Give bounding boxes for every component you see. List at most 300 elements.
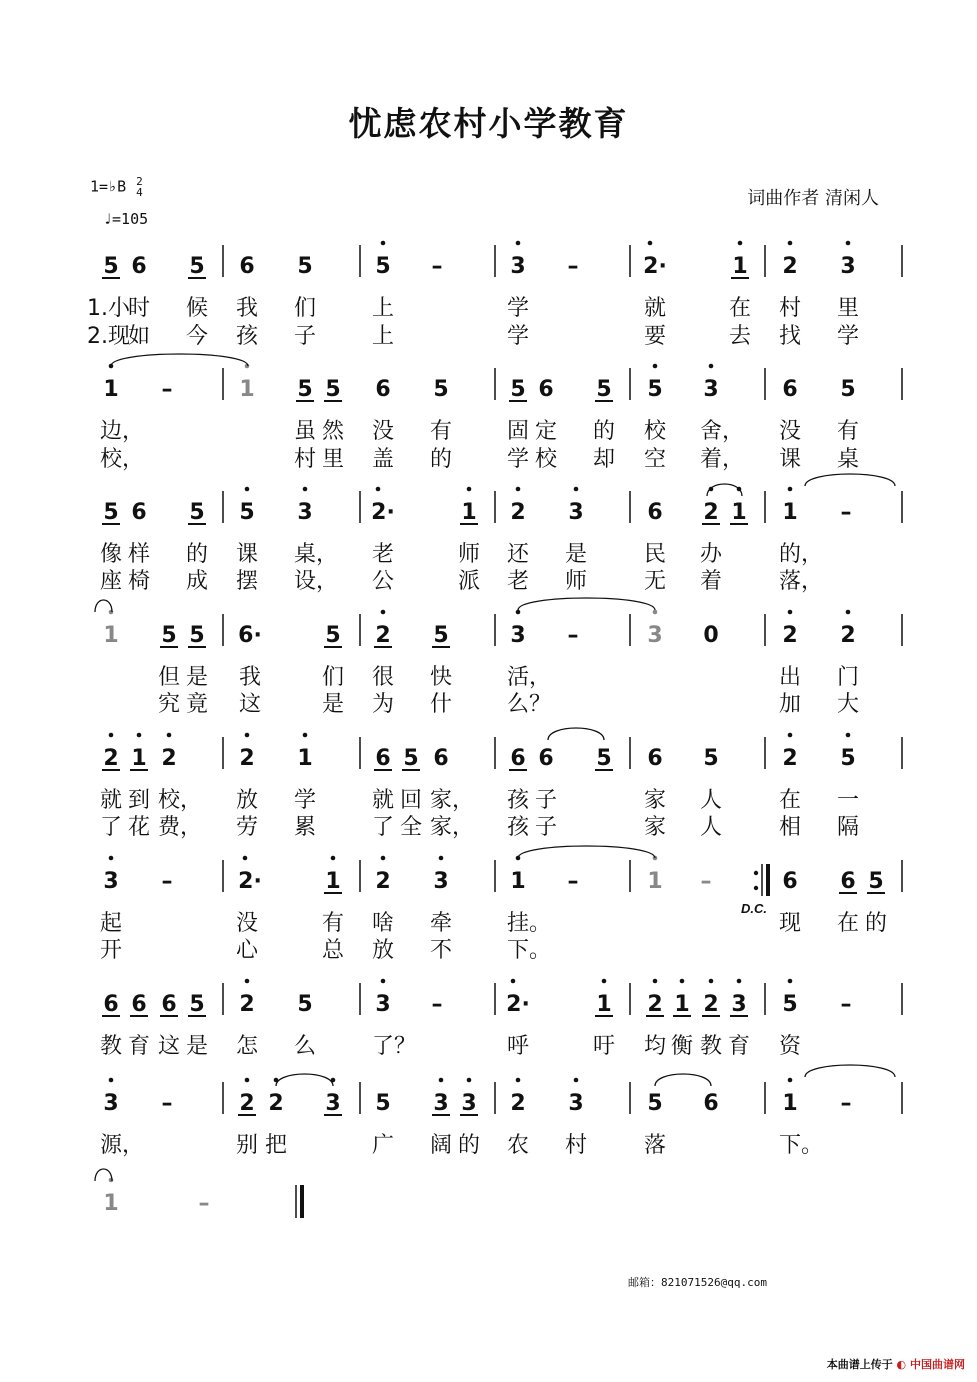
lyric-syllable: 就 [372,788,395,813]
note: 6 [647,746,663,771]
time-denominator: 4 [136,186,143,199]
lyric-syllable: 的， [779,542,824,567]
note: 3 [568,500,584,525]
lyric-syllable: 落， [779,569,824,594]
note: 5 [433,377,449,402]
note: 3 [510,623,526,648]
lyric-syllable: 广 [372,1133,395,1158]
lyric-syllable: 公 [372,569,395,594]
octave-dot [602,979,607,984]
tie-slur [518,846,655,858]
octave-dot [709,364,714,369]
note: 3 [647,623,663,648]
lyric-syllable: 空 [644,447,667,472]
lyric-syllable: 花 [128,815,151,840]
lyric-syllable: 门 [837,665,860,690]
lyric-syllable: 子 [535,788,558,813]
lyric-syllable: 要 [644,324,667,349]
lyric-syllable: 成 [186,569,209,594]
lyric-syllable: 有 [322,911,345,936]
lyric-syllable: 虽 [294,419,317,444]
note: – [840,992,852,1017]
note: 1 [325,869,341,894]
note: – [567,254,579,279]
lyric-syllable: 学 [507,324,530,349]
note: 1 [461,500,477,525]
lyric-syllable: 么 [294,1034,317,1059]
key-text: 1=♭B [90,177,127,196]
octave-dot [381,610,386,615]
octave-dot [137,733,142,738]
note: 5 [161,623,177,648]
octave-dot [574,487,579,492]
octave-dot [516,610,521,615]
lyric-syllable: 了 [100,815,123,840]
lyric-syllable: 我 [239,665,262,690]
note: 1 [731,500,747,525]
lyric-syllable: 老 [507,569,530,594]
octave-dot [381,241,386,246]
octave-dot [303,487,308,492]
note: – [700,869,712,894]
lyric-syllable: 出 [779,665,802,690]
lyric-syllable: 回 [400,788,423,813]
octave-dot [245,979,250,984]
note: 5 [647,377,663,402]
octave-dot [737,979,742,984]
lyric-syllable: 心 [236,938,259,963]
lyric-syllable: 师 [458,542,481,567]
note: 2 [268,1091,284,1116]
lyric-syllable: 上 [372,324,395,349]
lyric-syllable: 人 [700,815,723,840]
note: 3 [103,1091,119,1116]
lyric-syllable: 孩 [236,324,259,349]
note: 1 [647,869,663,894]
lyric-syllable: 的 [458,1133,481,1158]
note: 6 [433,746,449,771]
lyric-syllable: 家， [430,788,475,813]
lyric-syllable: 究 [158,692,181,717]
lyric-syllable: 吁 [593,1034,616,1059]
lyric-syllable: 子 [535,815,558,840]
lyric-syllable: 里 [837,296,860,321]
octave-dot [167,733,172,738]
lyric-syllable: 边， [100,419,145,444]
note: 6 [647,500,663,525]
octave-dot [245,1078,250,1083]
author-credit: 词曲作者 清闲人 [747,188,879,209]
note: 5 [325,377,341,402]
lyric-syllable: 没 [779,419,802,444]
lyric-syllable: 阔 [430,1133,453,1158]
octave-dot [709,979,714,984]
lyric-syllable: 了？ [372,1034,417,1059]
note: 3 [297,500,313,525]
note: 5 [433,623,449,648]
lyric-syllable: 有 [430,419,453,444]
lyric-syllable: 是 [565,542,588,567]
note: 5 [596,746,612,771]
lyric-syllable: 就 [644,296,667,321]
lyric-syllable: 大 [837,692,860,717]
lyric-syllable: 座 [100,569,123,594]
lyric-syllable: 么？ [507,692,552,717]
lyric-syllable: 相 [779,815,802,840]
note: 6 [131,992,147,1017]
octave-dot [303,733,308,738]
octave-dot [738,241,743,246]
lyric-syllable: 里 [322,447,345,472]
lyric-syllable: 学 [507,296,530,321]
octave-dot [381,856,386,861]
lyric-syllable: 找 [779,324,802,349]
note: – [161,1091,173,1116]
lyric-syllable: 源， [100,1133,145,1158]
lyric-syllable: 累 [294,815,317,840]
note: – [567,623,579,648]
lyric-syllable: 村 [779,296,802,321]
note: 5 [103,254,119,279]
note: 1 [103,1191,119,1216]
note: 2 [703,992,719,1017]
note: 1 [674,992,690,1017]
note: 6 [538,377,554,402]
note: 3 [461,1091,477,1116]
note: 2· [238,869,262,894]
lyric-syllable: 着， [700,447,745,472]
note: – [840,500,852,525]
note: 5 [375,1091,391,1116]
octave-dot [788,610,793,615]
lyric-syllable: 隔 [837,815,860,840]
lyric-syllable: 这 [158,1034,181,1059]
lyric-syllable: 样 [128,542,151,567]
lyric-syllable: 家， [430,815,475,840]
tie-slur [95,600,112,612]
lyric-syllable: 这 [239,692,262,717]
lyric-syllable: 起 [100,911,123,936]
lyric-syllable: 学 [837,324,860,349]
octave-dot [788,733,793,738]
note: 5 [189,500,205,525]
lyric-syllable: 2.现 [87,324,130,349]
lyric-syllable: 上 [372,296,395,321]
octave-dot [331,856,336,861]
tie-slur [548,728,604,740]
lyric-syllable: 教 [700,1034,723,1059]
octave-dot [376,487,381,492]
note: 5 [297,254,313,279]
note: 3 [433,1091,449,1116]
note: 2 [510,500,526,525]
note: 2· [643,254,667,279]
note: 1 [131,746,147,771]
note: 5 [103,500,119,525]
octave-dot [516,487,521,492]
lyric-syllable: 村 [565,1133,588,1158]
tie-slur [805,474,895,486]
lyric-syllable: 落 [644,1133,667,1158]
note: 6· [238,623,262,648]
repeat-sign [754,864,768,896]
lyric-syllable: 却 [593,447,616,472]
note: 2 [161,746,177,771]
octave-dot [245,733,250,738]
tie-slur [276,1074,333,1086]
note: 5 [239,500,255,525]
note: 6 [538,746,554,771]
note: 2 [239,992,255,1017]
lyric-syllable: 没 [236,911,259,936]
octave-dot [439,1078,444,1083]
note: 6 [131,254,147,279]
lyric-syllable: 竟 [186,692,209,717]
note: 5 [189,254,205,279]
octave-dot [439,856,444,861]
note: 6 [161,992,177,1017]
octave-dot [788,1078,793,1083]
note: – [431,992,443,1017]
note: 5 [189,623,205,648]
octave-dot [243,856,248,861]
upload-prefix: 本曲谱上传于 [826,1358,893,1371]
lyric-syllable: 放 [236,788,259,813]
lyric-syllable: 师 [565,569,588,594]
note: 5 [868,869,884,894]
lyric-syllable: 什 [430,692,453,717]
lyric-syllable: 为 [372,692,395,717]
lyric-syllable: 校 [644,419,667,444]
tie-slur [655,1074,711,1086]
lyric-syllable: 孩 [507,788,530,813]
note: – [198,1191,210,1216]
note: 6 [782,869,798,894]
octave-dot [516,1078,521,1083]
note: 1 [239,377,255,402]
note: 3 [433,869,449,894]
time-numerator: 2 [136,175,143,188]
lyric-syllable: 盖 [372,447,395,472]
octave-dot [846,241,851,246]
note: 5 [840,377,856,402]
lyric-syllable: 学 [294,788,317,813]
lyric-syllable: 学 [507,447,530,472]
lyric-syllable: 桌 [837,447,860,472]
lyric-syllable: 育 [128,1034,151,1059]
lyric-syllable: 的 [593,419,616,444]
octave-dot [653,979,658,984]
lyric-syllable: 是 [186,1034,209,1059]
note: 3 [731,992,747,1017]
song-title: 忧虑农村小学教育 [348,104,629,143]
lyric-syllable: 舍， [700,419,745,444]
lyric-syllable: 孩 [507,815,530,840]
note: 2 [840,623,856,648]
octave-dot [680,979,685,984]
note: 5 [375,254,391,279]
lyric-syllable: 的 [430,447,453,472]
lyric-syllable: 全 [400,815,423,840]
lyric-syllable: 椅 [128,569,151,594]
octave-dot [467,487,472,492]
lyric-syllable: 办 [700,542,723,567]
note: 1 [103,623,119,648]
note: 3 [568,1091,584,1116]
lyric-syllable: 们 [322,665,345,690]
note: 5 [189,992,205,1017]
lyric-syllable: 校， [100,447,145,472]
lyric-syllable: 在 [779,788,802,813]
lyric-syllable: 就 [100,788,123,813]
lyric-syllable: 今 [186,324,209,349]
lyric-syllable: 老 [372,542,395,567]
note: 6 [103,992,119,1017]
note: 1 [782,500,798,525]
lyric-syllable: 劳 [236,815,259,840]
lyric-syllable: 派 [458,569,481,594]
lyric-syllable: 候 [186,296,209,321]
lyric-syllable: 人 [700,788,723,813]
lyric-syllable: 放 [372,938,395,963]
note: 2 [103,746,119,771]
lyric-syllable: 课 [236,542,259,567]
octave-dot [516,241,521,246]
tempo-value: =105 [112,210,149,228]
note: 0 [703,623,719,648]
lyric-syllable: 子 [294,324,317,349]
lyric-syllable: 育 [728,1034,751,1059]
note: 2 [782,746,798,771]
lyric-syllable: 教 [100,1034,123,1059]
note: 6 [131,500,147,525]
note: 3 [703,377,719,402]
lyric-syllable: 无 [644,569,667,594]
note: 1 [782,1091,798,1116]
note: 3 [510,254,526,279]
lyric-syllable: 固 [507,419,530,444]
lyric-syllable: 摆 [236,569,259,594]
note: 5 [403,746,419,771]
note: 6 [782,377,798,402]
octave-dot [788,241,793,246]
note: 1 [596,992,612,1017]
contact-email: 邮箱：821071526@qq.com [628,1276,767,1289]
octave-dot [653,610,658,615]
note: – [840,1091,852,1116]
tie-slur [111,354,248,366]
dc-marking: D.C. [741,901,767,916]
quarter-note-icon: ♩ [103,210,113,228]
note: 2· [506,992,530,1017]
note: 6 [375,377,391,402]
lyric-syllable: 不 [430,938,453,963]
lyric-syllable: 加 [779,692,802,717]
note: 5 [596,377,612,402]
note: – [161,377,173,402]
lyric-syllable: 定 [535,419,558,444]
lyric-syllable: 农 [507,1133,530,1158]
octave-dot [381,979,386,984]
tie-slur [518,598,655,610]
note: 1 [510,869,526,894]
note: 5 [297,377,313,402]
lyric-syllable: 开 [100,938,123,963]
octave-dot [109,1078,114,1083]
lyric-syllable: 活， [507,665,552,690]
lyric-syllable: 把 [265,1133,288,1158]
lyric-syllable: 校 [535,447,558,472]
octave-dot [648,241,653,246]
lyric-syllable: 衡 [671,1034,694,1059]
octave-dot [788,487,793,492]
lyric-syllable: 下。 [507,938,552,963]
note: 5 [297,992,313,1017]
lyric-syllable: 如 [128,324,151,349]
lyric-syllable: 着 [700,569,723,594]
octave-dot [109,733,114,738]
lyric-syllable: 没 [372,419,395,444]
note: 2 [647,992,663,1017]
lyric-syllable: 1.小 [87,296,130,321]
note: 5 [840,746,856,771]
lyric-syllable: 费， [158,815,203,840]
note: 2 [782,254,798,279]
lyric-syllable: 家 [644,788,667,813]
lyric-syllable: 家 [644,815,667,840]
octave-dot [846,610,851,615]
note: 2 [375,869,391,894]
lyric-syllable: 我 [236,296,259,321]
lyric-syllable: 去 [729,324,752,349]
note: 2 [239,1091,255,1116]
lyric-syllable: 村 [294,447,317,472]
lyric-syllable: 民 [644,542,667,567]
note: 6 [239,254,255,279]
note: 5 [510,377,526,402]
octave-dot [511,979,516,984]
lyric-syllable: 牵 [430,911,453,936]
lyric-syllable: 的 [865,911,888,936]
lyric-syllable: 均 [644,1034,667,1059]
octave-dot [245,487,250,492]
note: 5 [647,1091,663,1116]
lyric-syllable: 时 [128,296,151,321]
octave-dot [653,364,658,369]
octave-dot [574,1078,579,1083]
note: 5 [782,992,798,1017]
note: 5 [703,746,719,771]
note: 3 [103,869,119,894]
note: – [567,869,579,894]
lyric-syllable: 呼 [507,1034,530,1059]
note: 2· [371,500,395,525]
lyric-syllable: 下。 [779,1133,824,1158]
lyric-syllable: 然 [322,419,345,444]
lyric-syllable: 到 [128,788,151,813]
score-layer [87,241,902,1216]
lyric-syllable: 的 [186,542,209,567]
lyric-syllable: 设， [294,569,339,594]
lyric-syllable: 很 [372,665,395,690]
note: 3 [840,254,856,279]
note: 2 [375,623,391,648]
site-logo-icon: ◐ [896,1358,907,1371]
lyric-syllable: 像 [100,542,123,567]
lyric-syllable: 啥 [372,911,395,936]
lyric-syllable: 在 [837,911,860,936]
note: 3 [325,1091,341,1116]
